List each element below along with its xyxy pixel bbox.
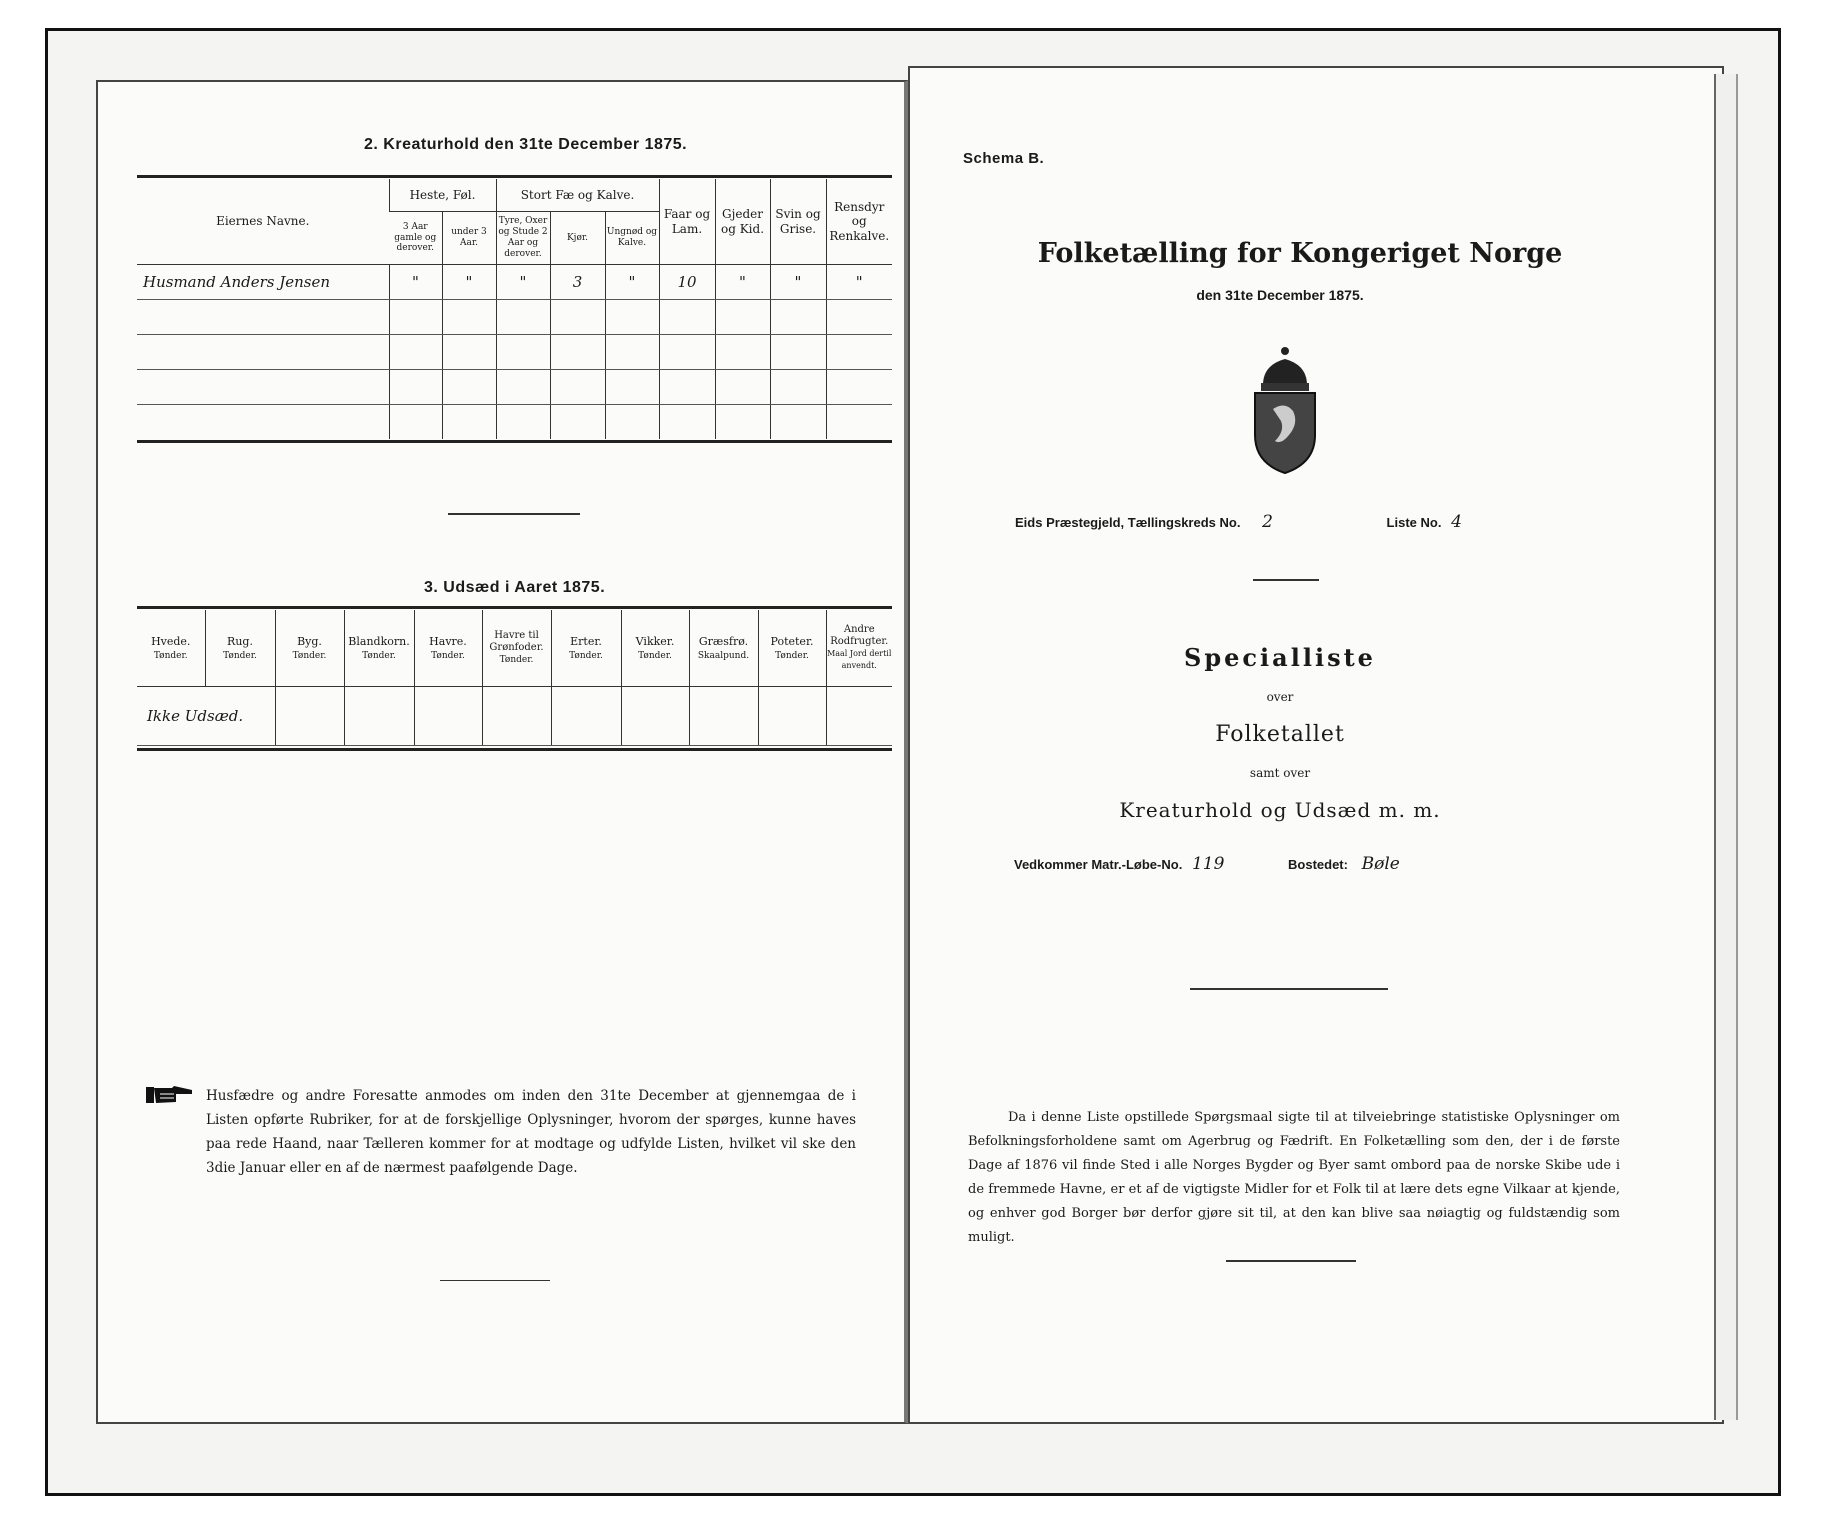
divider [440,1280,550,1281]
prestegjeld-name: Eids [1015,515,1043,530]
seed-header-graesfro: Græsfrø. Skaalpund. [689,610,758,687]
cell-value: " [770,265,826,300]
seed-header-hvede: Hvede. Tønder. [137,610,205,687]
kreds-value: 2 [1262,512,1273,532]
heste-sub-young: under 3 Aar. [442,212,496,265]
instruction-note: Husfædre og andre Foresatte anmodes om inden den 31te December at gjennemgaa de i Listen opførte Rubriker, for at de forskjellige Oplysninger, hvorom der spørges, kunne haves paa rede Haand, naar Tælleren kommer for at modtage og udfylde Listen, hvilket vil ske den 3die Januar eller en af de nærmest paafølgende Dage. [206,1088,856,1176]
table2-bottom-rule [137,440,892,443]
liste-label: Liste No. [1386,515,1442,530]
seed-table [137,610,892,746]
owner-name: Husmand Anders Jensen [137,265,389,300]
table-row [137,300,892,335]
specialliste-title: Specialliste [1184,643,1376,672]
seed-header-poteter: Poteter. Tønder. [758,610,826,687]
ungnod-sub: Ungnød og Kalve. [605,212,659,265]
table3-top-rule [137,606,892,609]
prestegjeld-label: Præstegjeld, [1046,515,1125,530]
schema-label: Schema B. [963,150,1045,167]
table-row [137,265,892,300]
owner-header: Eiernes Navne. [137,179,389,265]
divider [448,513,580,515]
seed-header-rug: Rug. Tønder. [205,610,275,687]
faar-header: Faar og Lam. [659,179,715,265]
table3-bottom-rule [137,748,892,751]
divider [1253,579,1319,581]
matr-label: Vedkommer Matr.-Løbe-No. [1014,857,1183,872]
pointing-hand-icon [146,1084,194,1106]
page-edge [1714,74,1738,1420]
table2-top-rule [137,175,892,178]
samt-over-label: samt over [1249,766,1311,780]
tyre-sub: Tyre, Oxer og Stude 2 Aar og derover. [496,212,550,265]
folketallet-label: Folketallet [1215,722,1345,747]
table-row [137,405,892,440]
seed-header-havre: Havre. Tønder. [414,610,482,687]
cell-value: " [605,265,659,300]
cell-value: " [496,265,550,300]
seed-header-rodfrugter: Andre Rodfrugter. Maal Jord dertil anvendt. [826,610,892,687]
section2-title: 2. Kreaturhold den 31te December 1875. [364,136,688,153]
seed-entry: Ikke Udsæd. [137,687,275,746]
seed-header-erter: Erter. Tønder. [551,610,621,687]
seed-header-vikker: Vikker. Tønder. [621,610,689,687]
matr-value: 119 [1191,854,1225,874]
kreds-label: Tællingskreds No. [1127,515,1241,530]
cell-value: " [442,265,496,300]
livestock-table [137,179,892,439]
census-date: den 31te December 1875. [1196,287,1364,303]
over-label: over [1266,690,1294,704]
table-row [137,370,892,405]
census-paragraph: Da i denne Liste opstillede Spørgsmaal sigte til at tilveiebringe statistiske Oplysninger om Befolkningsforholdene samt om Agerbrug og Fædrift. En Folketælling som den, der i de første Dage af 1876 vil finde Sted i alle Norges Bygder og Byer samt ombord paa de norske Skibe ude i de fremmede Havne, er et af de vigtigste Midler for et Folk til at lære dets egne Vilkaar at kjende, og enhver god Borger bør derfor gjøre sit til, at den kan blive saa nøiagtig og fuldstændig som muligt. [968,1110,1620,1245]
gjeder-header: Gjeder og Kid. [715,179,770,265]
district-line [1015,512,1535,532]
bostedet-value: Bøle [1361,854,1400,874]
cell-value: " [715,265,770,300]
seed-header-havre-gronfoder: Havre til Grønfoder. Tønder. [482,610,551,687]
kreaturhold-label: Kreaturhold og Udsæd m. m. [1119,798,1441,822]
coat-of-arms-icon [1245,345,1325,475]
cell-value: " [826,265,892,300]
seed-header-byg: Byg. Tønder. [275,610,344,687]
liste-value: 4 [1451,512,1462,532]
heste-header: Heste, Føl. [389,179,496,212]
kjor-sub: Kjør. [550,212,605,265]
table-row [137,335,892,370]
svin-header: Svin og Grise. [770,179,826,265]
heste-sub-old: 3 Aar gamle og derover. [389,212,442,265]
table-row [137,687,892,746]
matr-line [1014,854,1534,874]
cell-value: 10 [659,265,715,300]
section3-title: 3. Udsæd i Aaret 1875. [424,579,606,596]
cell-value: 3 [550,265,605,300]
divider [1226,1260,1356,1262]
bostedet-label: Bostedet: [1288,857,1348,872]
rensdyr-header: Rensdyr og Renkalve. [826,179,892,265]
divider [1190,988,1388,990]
cell-value: " [389,265,442,300]
census-title: Folketælling for Kongeriget Norge [1037,238,1563,269]
stort-fae-header: Stort Fæ og Kalve. [496,179,659,212]
seed-header-blandkorn: Blandkorn. Tønder. [344,610,414,687]
